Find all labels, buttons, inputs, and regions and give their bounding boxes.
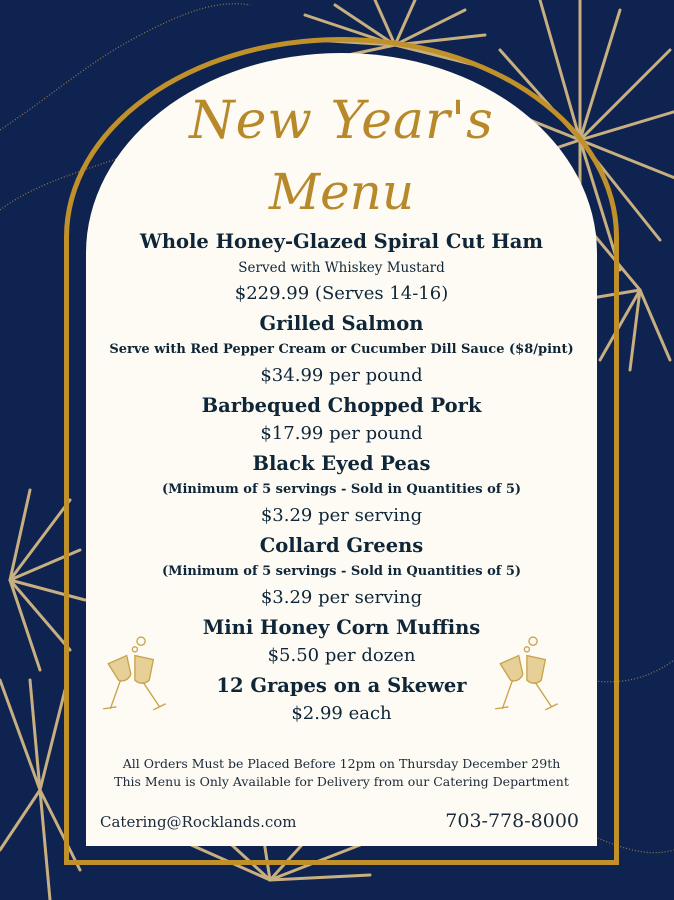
item-price: $34.99 per pound bbox=[260, 365, 423, 386]
champagne-toast-icon bbox=[490, 633, 572, 715]
item-name: Mini Honey Corn Muffins bbox=[202, 616, 481, 639]
item-price: $229.99 (Serves 14-16) bbox=[234, 283, 449, 304]
item-price: $2.99 each bbox=[291, 703, 392, 724]
item-desc: Served with Whiskey Mustard bbox=[238, 260, 445, 276]
champagne-toast-icon bbox=[98, 633, 180, 715]
item-name: Black Eyed Peas bbox=[252, 452, 431, 475]
menu-item bbox=[86, 228, 597, 310]
item-desc: (Minimum of 5 servings - Sold in Quantities of 5) bbox=[161, 482, 522, 497]
item-name: 12 Grapes on a Skewer bbox=[216, 674, 467, 697]
item-desc: (Minimum of 5 servings - Sold in Quantities of 5) bbox=[161, 564, 522, 579]
menu-item bbox=[86, 310, 597, 392]
item-price: $5.50 per dozen bbox=[267, 645, 416, 666]
item-name: Whole Honey-Glazed Spiral Cut Ham bbox=[139, 230, 544, 253]
menu-title-line1: New Year's bbox=[189, 91, 494, 151]
delivery-note: This Menu is Only Available for Delivery from our Catering Department bbox=[114, 774, 569, 789]
item-name: Grilled Salmon bbox=[259, 312, 424, 335]
menu-item bbox=[86, 532, 597, 614]
contact-email[interactable]: Catering@Rocklands.com bbox=[100, 813, 297, 831]
menu-card bbox=[86, 53, 597, 846]
menu-title-line2: Menu bbox=[268, 163, 415, 221]
contact-phone[interactable]: 703-778-8000 bbox=[445, 810, 579, 832]
order-deadline-note: All Orders Must be Placed Before 12pm on Thursday December 29th bbox=[122, 756, 561, 771]
item-price: $17.99 per pound bbox=[260, 423, 423, 444]
menu-item bbox=[86, 392, 597, 450]
item-price: $3.29 per serving bbox=[260, 587, 423, 608]
menu-item bbox=[86, 450, 597, 532]
item-desc: Serve with Red Pepper Cream or Cucumber Dill Sauce ($8/pint) bbox=[109, 342, 574, 357]
item-name: Barbequed Chopped Pork bbox=[201, 394, 482, 417]
item-price: $3.29 per serving bbox=[260, 505, 423, 526]
item-name: Collard Greens bbox=[259, 534, 424, 557]
